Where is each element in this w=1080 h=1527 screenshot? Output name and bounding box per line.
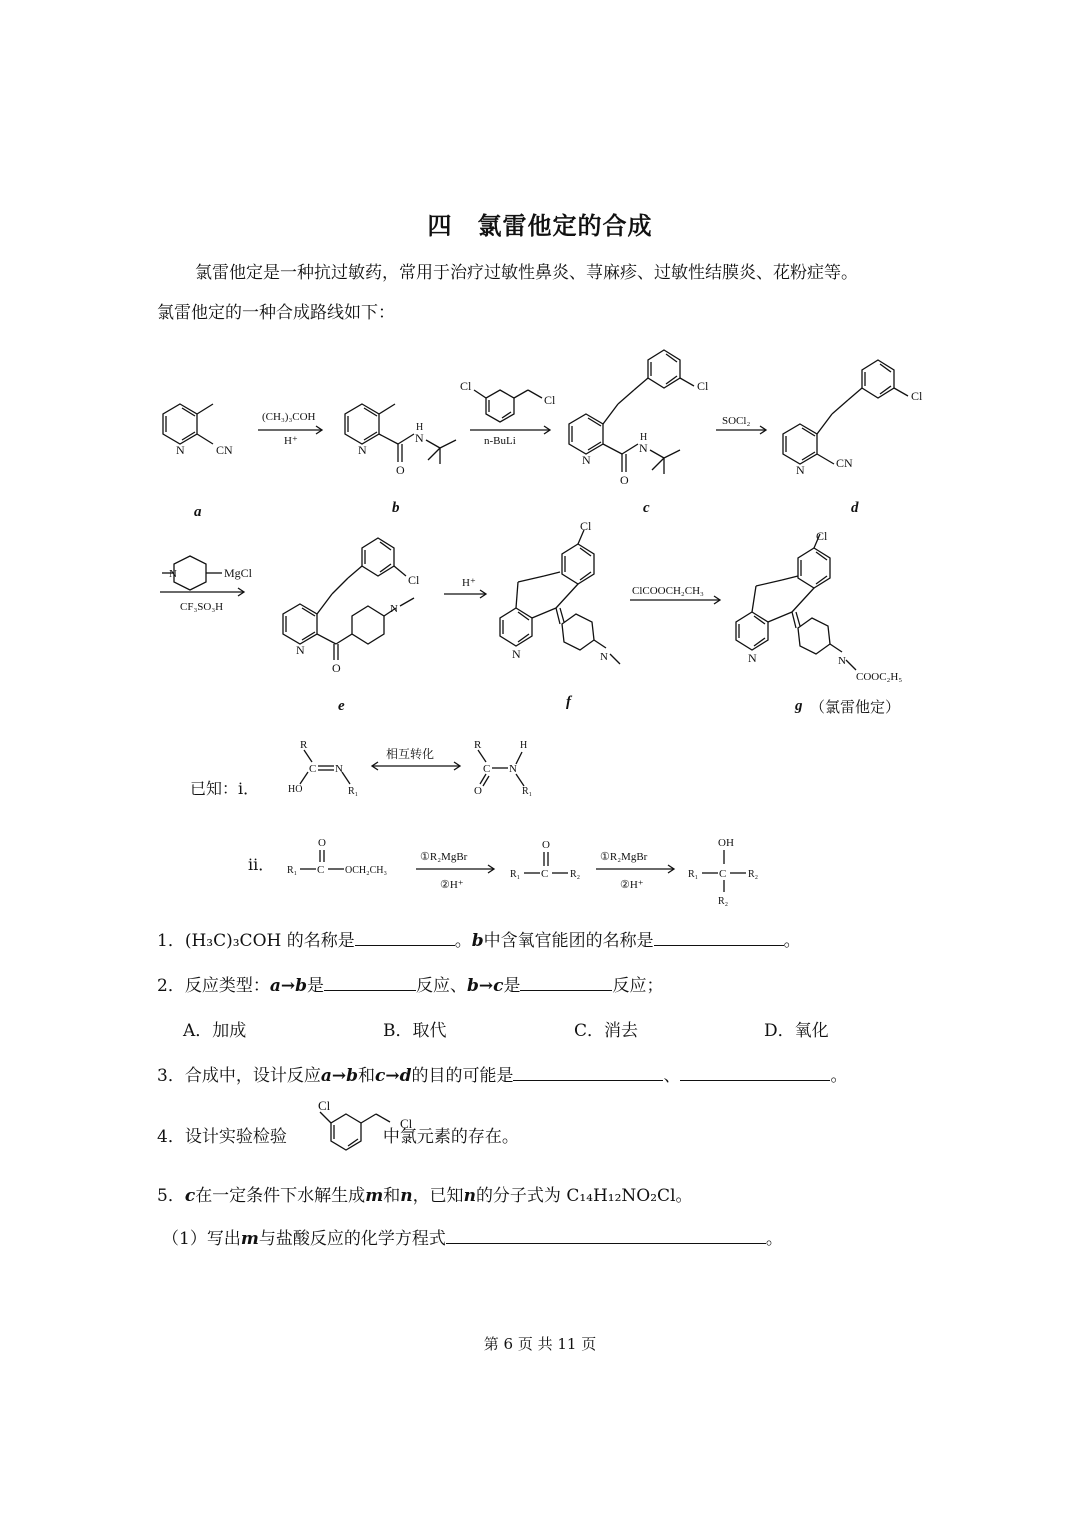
atom-Cl: Cl <box>816 529 828 543</box>
atom-O: O <box>396 463 405 477</box>
reagent-bc-bottom: n-BuLi <box>484 435 516 447</box>
atom-N: N <box>838 655 846 667</box>
atom-CN: CN <box>216 443 233 457</box>
atom-N: N <box>296 643 305 657</box>
question-number: 2． <box>157 976 185 996</box>
known-ii-scheme <box>287 837 758 907</box>
page-title: 四 氯雷他定的合成 <box>427 212 653 240</box>
compound-e <box>283 538 420 675</box>
question-2: 2．反应类型：a→b是 反应、b→c是 反应； <box>157 976 664 996</box>
atom-N: N <box>335 763 343 775</box>
atom-O: O <box>474 785 482 797</box>
atom-Cl: Cl <box>408 573 420 587</box>
atom-O: O <box>542 839 550 851</box>
atom-N: N <box>176 443 185 457</box>
compound-b <box>345 404 456 477</box>
atom-O: O <box>620 473 629 487</box>
answer-blank[interactable] <box>680 1064 830 1081</box>
question-number: 4． <box>157 1127 185 1147</box>
atom-H: H <box>520 740 528 751</box>
question-number: 1． <box>157 931 185 951</box>
label-e: e <box>338 698 345 714</box>
reagent-ab-top: (CH₃)₃COH <box>262 411 316 423</box>
question-number: 5． <box>157 1186 185 1206</box>
question-3: 3．合成中，设计反应a→b和c→d的目的可能是 、 。 <box>157 1066 848 1086</box>
atom-C: C <box>541 868 549 880</box>
compound-c <box>569 350 709 487</box>
known-label: 已知：ⅰ． <box>190 779 260 798</box>
known-ii-step1: ①R₂MgBr <box>600 851 648 863</box>
atom-R2: R₂ <box>748 869 759 880</box>
atom-OH: OH <box>718 837 734 849</box>
known-i-scheme <box>288 739 532 797</box>
atom-Cl: Cl <box>697 379 709 393</box>
compound-f <box>500 519 620 664</box>
atom-Cl: Cl <box>460 379 472 393</box>
atom-Cl: Cl <box>318 1098 331 1113</box>
atom-R1: R₁ <box>510 869 521 880</box>
atom-Cl: Cl <box>400 1116 413 1131</box>
answer-blank[interactable] <box>355 929 455 946</box>
atom-N: N <box>415 431 424 445</box>
label-g: g <box>795 698 803 714</box>
atom-R1: R₁ <box>287 865 298 876</box>
reagent-de-top: MgCl <box>224 566 253 580</box>
atom-Cl: Cl <box>580 519 592 533</box>
known-ii-step2: ②H⁺ <box>440 879 464 891</box>
answer-blank[interactable] <box>324 974 416 991</box>
atom-R: R <box>474 739 482 751</box>
option-b[interactable]: B．取代 <box>383 1021 447 1041</box>
atom-R2: R₂ <box>570 869 581 880</box>
label-a: a <box>194 504 202 520</box>
atom-N: N <box>600 651 608 663</box>
atom-H: H <box>416 422 424 433</box>
atom-N: N <box>358 443 367 457</box>
atom-Cl: Cl <box>544 393 556 407</box>
atom-HO: HO <box>288 784 303 795</box>
known-ii-label: ⅱ． <box>248 855 275 874</box>
atom-R2: R₂ <box>718 896 729 907</box>
atom-N: N <box>748 651 757 665</box>
atom-CN: CN <box>836 456 853 470</box>
intro-line-1: 氯雷他定是一种抗过敏药，常用于治疗过敏性鼻炎、荨麻疹、过敏性结膜炎、花粉症等。 <box>195 263 858 283</box>
reagent-piperidyl-grignard <box>162 556 253 590</box>
atom-Cl: Cl <box>911 389 923 403</box>
reagent-cd-top: SOCl₂ <box>722 415 751 427</box>
atom-N: N <box>390 603 398 615</box>
reagent-fg-top: ClCOOCH₂CH₃ <box>632 585 704 597</box>
atom-H: H <box>640 432 648 443</box>
question-number: （1） <box>162 1229 207 1249</box>
label-c: c <box>643 500 650 516</box>
atom-N: N <box>582 453 591 467</box>
answer-blank[interactable] <box>513 1064 663 1081</box>
option-d[interactable]: D．氧化 <box>764 1021 829 1041</box>
option-c[interactable]: C．消去 <box>574 1021 639 1041</box>
atom-C: C <box>309 763 317 775</box>
label-f: f <box>566 694 571 710</box>
atom-N: N <box>639 441 648 455</box>
atom-O: O <box>318 837 326 849</box>
atom-OEt: OCH₂CH₃ <box>345 865 387 876</box>
atom-C: C <box>483 763 491 775</box>
label-g-note: （氯雷他定） <box>810 700 901 716</box>
question-1: 1．(H₃C)₃COH 的名称是 。b中含氧官能团的名称是 。 <box>157 931 801 951</box>
known-i-arrow-label: 相互转化 <box>386 747 435 761</box>
reagent-benzyl-chloride <box>460 379 556 422</box>
question-4: 4．设计实验检验 中氯元素的存在。 <box>157 1127 519 1147</box>
atom-O: O <box>332 661 341 675</box>
question-number: 3． <box>157 1066 185 1086</box>
compound-d <box>783 360 923 477</box>
page-footer: 第 6 页 共 11 页 <box>483 1335 597 1353</box>
known-ii-step1: ①R₂MgBr <box>420 851 468 863</box>
answer-blank[interactable] <box>654 929 784 946</box>
atom-R1: R₁ <box>522 786 533 797</box>
reagent-de-bottom: CF₃SO₃H <box>180 601 224 613</box>
atom-COOC2H5: COOC₂H₅ <box>856 671 903 683</box>
question-5: 5．c在一定条件下水解生成m和n，已知n的分子式为 C₁₄H₁₂NO₂Cl。 <box>157 1186 693 1206</box>
known-ii-step2: ②H⁺ <box>620 879 644 891</box>
atom-N: N <box>509 763 517 775</box>
answer-blank[interactable] <box>520 974 612 991</box>
atom-N: N <box>796 463 805 477</box>
compound-g <box>736 529 902 683</box>
atom-R: R <box>300 739 308 751</box>
reagent-ab-bottom: H⁺ <box>284 435 298 447</box>
reagent-ef-top: H⁺ <box>462 577 476 589</box>
atom-N: N <box>512 647 521 661</box>
atom-C: C <box>719 868 727 880</box>
atom-C: C <box>317 864 325 876</box>
answer-blank[interactable] <box>446 1227 766 1244</box>
intro-line-2: 氯雷他定的一种合成路线如下： <box>157 303 395 323</box>
atom-R1: R₁ <box>688 869 699 880</box>
question-5-1: （1）写出m与盐酸反应的化学方程式 。 <box>162 1229 783 1249</box>
atom-R1: R₁ <box>348 786 359 797</box>
option-a[interactable]: A．加成 <box>183 1021 247 1041</box>
label-b: b <box>392 500 400 516</box>
compound-a <box>163 404 233 457</box>
label-d: d <box>851 500 859 516</box>
atom-N: N <box>169 568 177 580</box>
